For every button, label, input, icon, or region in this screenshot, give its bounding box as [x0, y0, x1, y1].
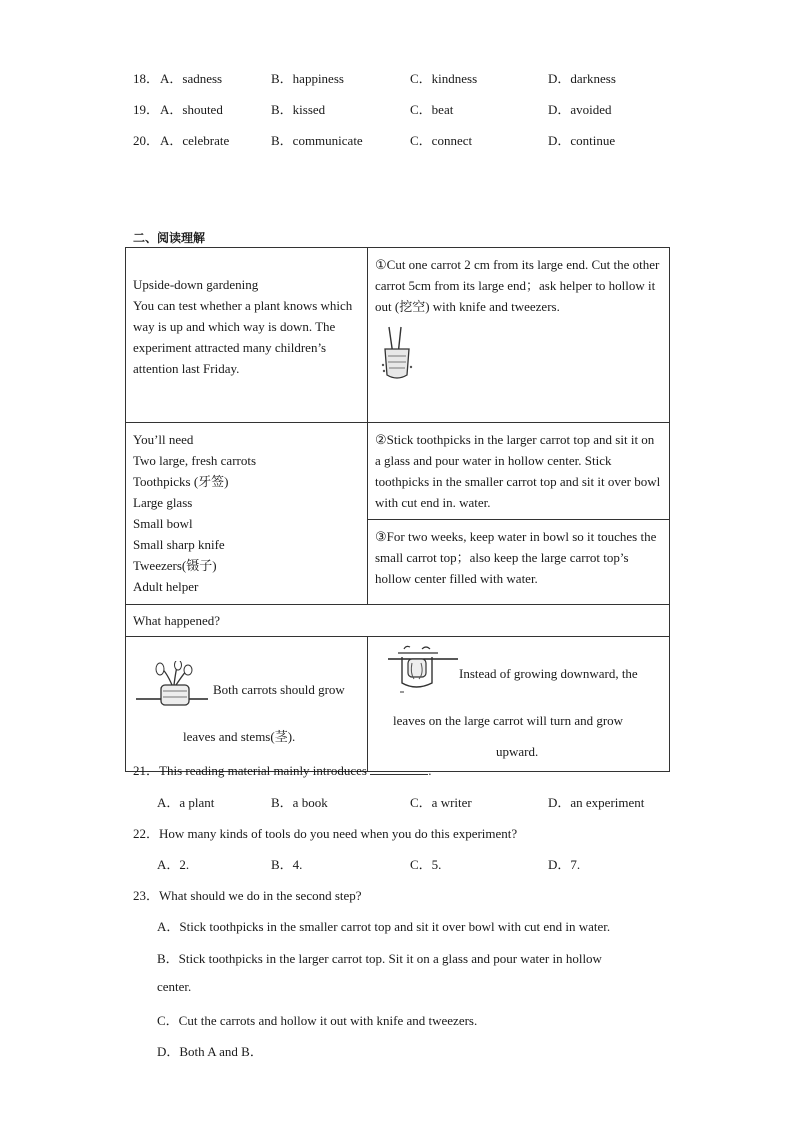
- option-c[interactable]: C．kindness: [410, 71, 478, 86]
- question-number: 23．: [133, 888, 160, 903]
- needs-item: Large glass: [133, 495, 193, 510]
- option-a[interactable]: A．Stick toothpicks in the smaller carrot top and sit it over bowl with cut end in water.: [157, 919, 611, 934]
- intro-body: You can test whether a plant knows which way is up and which way is down. The experiment attracted many children’s attention last Friday.: [133, 298, 353, 376]
- result-left-line1: Both carrots should grow: [213, 682, 345, 697]
- carrot-glass-illustration: [388, 645, 458, 695]
- what-happened-cell: [126, 605, 670, 637]
- step3-cell: [368, 520, 670, 605]
- question-23: [133, 885, 362, 904]
- carrot-leaves-illustration: [136, 661, 208, 709]
- step2-cell: [368, 423, 670, 520]
- intro-cell: [126, 248, 368, 423]
- option-b[interactable]: B．communicate: [271, 133, 363, 148]
- option-b-continued: center.: [157, 979, 192, 994]
- question-21: [133, 760, 431, 779]
- result-left-cell: [126, 637, 368, 772]
- question-text: How many kinds of tools do you need when you do this experiment?: [159, 826, 518, 841]
- intro-title: Upside-down gardening: [133, 277, 259, 292]
- option-d[interactable]: D．avoided: [548, 102, 612, 117]
- question-22-options: [157, 854, 717, 872]
- question-number: 20．: [133, 133, 160, 148]
- option-c[interactable]: C．beat: [410, 102, 454, 117]
- question-22: [133, 823, 517, 842]
- needs-item: Tweezers(镊子): [133, 558, 217, 573]
- option-a[interactable]: A．celebrate: [160, 133, 230, 148]
- option-b[interactable]: B．happiness: [271, 71, 344, 86]
- option-b[interactable]: B．4.: [271, 857, 303, 872]
- question-21-options: [157, 792, 717, 810]
- option-c[interactable]: C．a writer: [410, 795, 472, 810]
- result-right-line2: leaves on the large carrot will turn and grow: [393, 713, 624, 728]
- option-d[interactable]: D．an experiment: [548, 795, 645, 810]
- question-20-options: [133, 130, 693, 148]
- result-left-line2: leaves and stems(茎).: [183, 729, 296, 744]
- carrot-cup-illustration: [379, 325, 662, 385]
- step1-cell: [368, 248, 670, 423]
- option-d[interactable]: D．darkness: [548, 71, 616, 86]
- option-a[interactable]: A．shouted: [160, 102, 223, 117]
- option-b[interactable]: B．Stick toothpicks in the larger carrot top. Sit it on a glass and pour water in hollow: [157, 951, 602, 966]
- option-d[interactable]: D．Both A and B．: [157, 1044, 263, 1059]
- result-right-line1: Instead of growing downward, the: [459, 666, 638, 681]
- option-b[interactable]: B．kissed: [271, 102, 326, 117]
- option-d[interactable]: D．continue: [548, 133, 616, 148]
- step1-text: ①Cut one carrot 2 cm from its large end. Cut the other carrot 5cm from its large end；ask helper to hollow it out (挖空) with knife and tweezers.: [375, 257, 660, 314]
- question-end: .: [428, 763, 432, 778]
- step2-text: ②Stick toothpicks in the larger carrot top and sit it on a glass and pour water in hollow center. Stick toothpicks in the smaller carrot top and sit it over bowl with cut end in. water.: [375, 432, 661, 510]
- step3-text: ③For two weeks, keep water in bowl so it touches the small carrot top；also keep the large carrot top’s hollow center filled with water.: [375, 529, 657, 586]
- result-right-line3: upward.: [496, 744, 539, 759]
- option-a[interactable]: A．a plant: [157, 795, 215, 810]
- question-number: 21．: [133, 763, 160, 778]
- needs-item: Small bowl: [133, 516, 193, 531]
- needs-item: Small sharp knife: [133, 537, 225, 552]
- answer-blank[interactable]: [370, 762, 428, 775]
- option-a[interactable]: A．sadness: [160, 71, 223, 86]
- needs-cell: [126, 423, 368, 605]
- question-19-options: [133, 99, 693, 117]
- option-c[interactable]: C．Cut the carrots and hollow it out with knife and tweezers.: [157, 1013, 478, 1028]
- question-number: 18．: [133, 71, 160, 86]
- result-right-cell: [368, 637, 670, 772]
- needs-item: You’ll need: [133, 432, 194, 447]
- needs-item: Adult helper: [133, 579, 199, 594]
- option-d[interactable]: D．7.: [548, 857, 581, 872]
- question-number: 19．: [133, 102, 160, 117]
- question-text: What should we do in the second step?: [159, 888, 362, 903]
- option-a[interactable]: A．2.: [157, 857, 190, 872]
- option-c[interactable]: C．5.: [410, 857, 442, 872]
- needs-item: Two large, fresh carrots: [133, 453, 257, 468]
- reading-table: [125, 247, 670, 772]
- option-c[interactable]: C．connect: [410, 133, 473, 148]
- question-18-options: [133, 68, 693, 86]
- option-b[interactable]: B．a book: [271, 795, 328, 810]
- what-happened-label: What happened?: [133, 613, 220, 628]
- question-number: 22．: [133, 826, 160, 841]
- needs-item: Toothpicks (牙签): [133, 474, 229, 489]
- question-text: This reading material mainly introduces: [159, 763, 367, 778]
- section-title: 二、阅读理解: [133, 231, 206, 245]
